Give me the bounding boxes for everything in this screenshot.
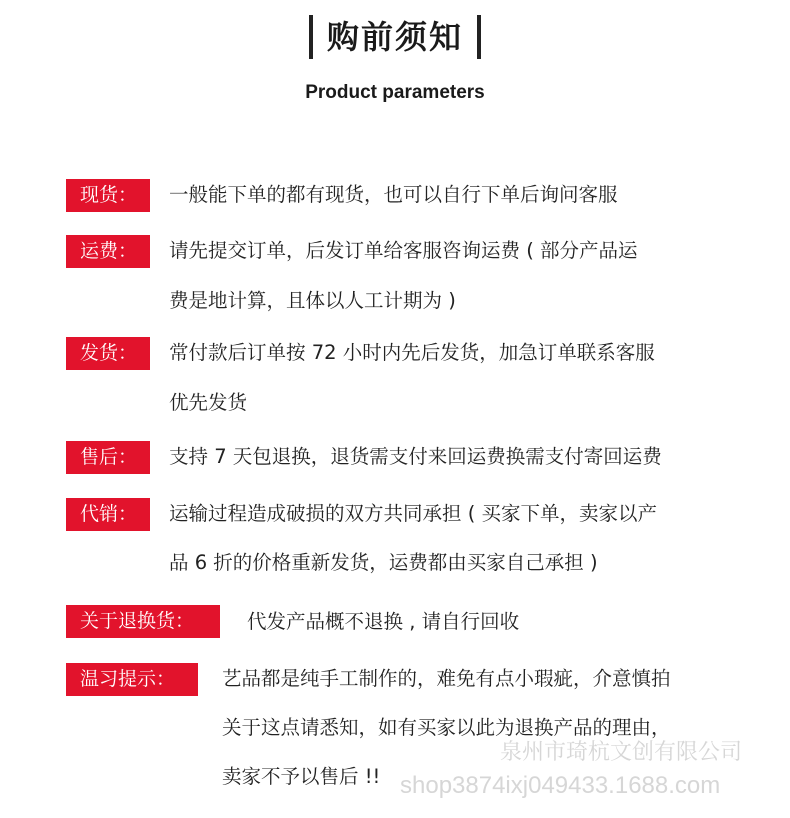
notice-text: 常付款后订单按 72 小时内先后发货，加急订单联系客服 — [169, 341, 655, 364]
notice-label: 温习提示： — [66, 663, 198, 696]
notice-text: 费是地计算，且体以人工计期为 ) — [169, 289, 456, 312]
notice-label: 发货： — [66, 337, 150, 370]
notice-text: 运输过程造成破损的双方共同承担 ( 买家下单，卖家以产 — [169, 502, 658, 525]
notice-label: 代销： — [66, 498, 150, 531]
watermark-url: shop3874ixj049433.1688.com — [400, 772, 721, 799]
notice-text: 请先提交订单，后发订单给客服咨询运费 ( 部分产品运 — [169, 239, 638, 262]
notice-text: 卖家不予以售后 !! — [222, 765, 381, 788]
notice-label: 售后： — [66, 441, 150, 474]
title-bar-right — [477, 15, 481, 59]
notice-text: 代发产品概不退换 , 请自行回收 — [247, 610, 520, 633]
header — [0, 14, 790, 104]
notice-text: 支持 7 天包退换，退货需支付来回运费换需支付寄回运费 — [169, 445, 662, 468]
watermark-company: 泉州市琦杭文创有限公司 — [500, 739, 743, 764]
page-subtitle: Product parameters — [305, 82, 485, 103]
notice-label: 运费： — [66, 235, 150, 268]
title-bar-left — [309, 15, 313, 59]
notice-text: 艺品都是纯手工制作的，难免有点小瑕疵，介意慎拍 — [222, 667, 671, 690]
notice-text: 一般能下单的都有现货，也可以自行下单后询问客服 — [169, 183, 618, 206]
notice-label: 关于退换货： — [66, 605, 220, 638]
title-row — [0, 14, 790, 60]
notice-text: 关于这点请悉知，如有买家以此为退换产品的理由， — [222, 716, 671, 739]
page-title: 购前须知 — [326, 18, 463, 56]
notice-text: 优先发货 — [169, 391, 248, 414]
notice-text: 品 6 折的价格重新发货，运费都由买家自己承担 ) — [169, 551, 598, 574]
notice-label: 现货： — [66, 179, 150, 212]
